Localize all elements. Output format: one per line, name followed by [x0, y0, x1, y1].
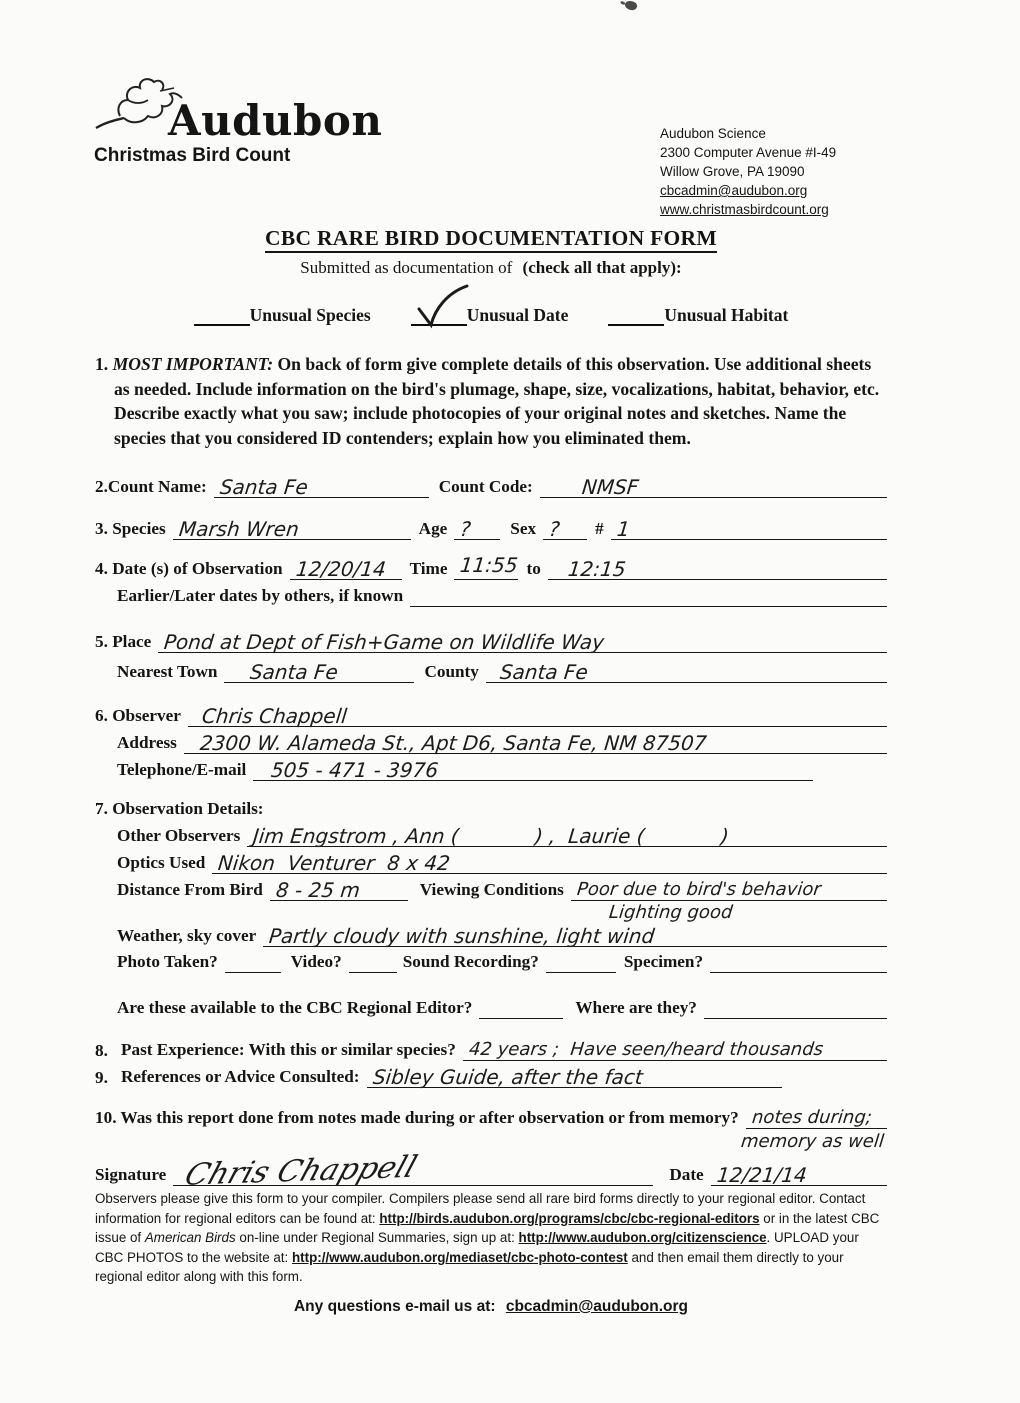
optics-used-label: Optics Used: [117, 853, 206, 873]
section5-row2: [95, 658, 887, 683]
form-title: CBC RARE BIRD DOCUMENTATION FORM: [95, 226, 887, 251]
org-city: Willow Grove, PA 19090: [660, 164, 805, 179]
earlier-dates-label: Earlier/Later dates by others, if known: [117, 586, 404, 606]
species-label: 3. Species: [95, 519, 166, 539]
section4-row2: [95, 582, 887, 607]
references-value: Sibley Guide, after the fact: [371, 1065, 644, 1090]
unusual-species-label: Unusual Species: [249, 305, 371, 325]
section8-row: [95, 1036, 887, 1061]
place-field: [158, 628, 887, 653]
logo-subtitle: Christmas Bird Count: [94, 145, 291, 166]
count-code-field: [540, 473, 887, 498]
where-are-they-label: Where are they?: [575, 998, 697, 1018]
phone-email-field: [253, 756, 813, 781]
signature-label: Signature: [95, 1165, 167, 1185]
age-label: Age: [418, 519, 448, 539]
species-value: Marsh Wren: [177, 517, 300, 542]
optics-used-field: [212, 849, 887, 874]
observer-value: Chris Chappell: [200, 704, 349, 729]
time-to-field: [548, 555, 887, 580]
section3-row: [95, 515, 887, 540]
regional-editors-link: http://birds.audubon.org/programs/cbc/cbc-regional-editors: [379, 1210, 760, 1226]
section9-row: [95, 1063, 887, 1088]
org-street: 2300 Computer Avenue #I-49: [660, 145, 837, 160]
obs-date-label: 4. Date (s) of Observation: [95, 559, 283, 579]
obs-date-value: 12/20/14: [294, 557, 387, 582]
questions-line: [95, 1298, 887, 1316]
observer-field: [188, 702, 887, 727]
weather-field: [263, 922, 887, 947]
weather-label: Weather, sky cover: [117, 926, 257, 946]
section1-number: 1.: [95, 354, 109, 374]
section6-row2: [95, 729, 887, 754]
unusual-species-blank: [194, 306, 250, 326]
check-options-row: [95, 305, 887, 326]
audubon-logo-block: [90, 76, 420, 167]
section10-overflow: [95, 1131, 887, 1152]
time-label: Time: [409, 559, 448, 579]
weather-row: [95, 902, 887, 949]
lighting-note-value: Lighting good: [608, 902, 734, 924]
individual-count-value: 1: [615, 517, 631, 542]
fineprint-text-2a: or in the latest CBC issue of: [95, 1210, 880, 1246]
viewing-conditions-value: Poor due to bird's behavior: [575, 879, 822, 901]
org-website: www.christmasbirdcount.org: [660, 202, 829, 217]
county-label: County: [424, 662, 479, 682]
past-experience-label: Past Experience: With this or similar species?: [121, 1040, 456, 1060]
optics-used-value: Nikon Venturer 8 x 42: [217, 851, 452, 876]
video-field: [349, 948, 397, 973]
fineprint-text-4: and then email them directly to your regional editor along with this form.: [95, 1249, 844, 1285]
weather-value: Partly cloudy with sunshine, light wind: [268, 924, 656, 949]
sex-label: Sex: [510, 519, 537, 539]
other-observers-label: Other Observers: [117, 826, 241, 846]
signature-date-label: Date: [669, 1165, 704, 1185]
count-name-label: 2.Count Name:: [95, 477, 207, 497]
unusual-habitat-blank: [608, 306, 664, 326]
specimen-field: [710, 948, 887, 973]
media-row: [95, 948, 887, 973]
age-field: [454, 515, 500, 540]
section1-instructions: [95, 352, 887, 450]
sex-field: [543, 515, 587, 540]
distance-value: 8 - 25 m: [274, 878, 362, 903]
nearest-town-label: Nearest Town: [117, 662, 218, 682]
phone-email-label: Telephone/E-mail: [117, 760, 247, 780]
past-experience-field: [463, 1036, 887, 1061]
time-value: 11:55: [459, 553, 520, 578]
signature-value: Chris Chappell: [180, 1150, 422, 1194]
individual-count-field: [611, 515, 887, 540]
subtitle-bold: (check all that apply):: [522, 258, 682, 277]
distance-field: [270, 876, 408, 901]
signature-date-value: 12/21/14: [715, 1163, 808, 1188]
questions-label: Any questions e-mail us at:: [293, 1297, 496, 1315]
unusual-date-label: Unusual Date: [466, 305, 569, 325]
optics-row: [95, 849, 887, 874]
distance-label: Distance From Bird: [117, 880, 263, 900]
check-unusual-date: [411, 305, 569, 326]
check-unusual-species: [194, 305, 371, 326]
count-code-label: Count Code:: [438, 477, 533, 497]
references-field: [367, 1063, 782, 1088]
available-to-editor-field: [479, 994, 563, 1019]
org-email: cbcadmin@audubon.org: [660, 183, 808, 198]
specimen-label: Specimen?: [623, 952, 704, 972]
sound-recording-label: Sound Recording?: [402, 952, 539, 972]
signature-field: [173, 1150, 653, 1194]
section6-row1: [95, 702, 887, 727]
org-name: Audubon Science: [660, 126, 766, 141]
citizenscience-link: http://www.audubon.org/citizenscience: [518, 1230, 767, 1246]
nearest-town-field: [224, 658, 414, 683]
sound-recording-field: [546, 948, 616, 973]
earlier-dates-field: [410, 582, 887, 607]
count-name-field: [214, 473, 429, 498]
section6-row3: [95, 756, 887, 781]
notes-or-memory-field: [746, 1104, 887, 1129]
section5-row1: [95, 628, 887, 653]
fineprint-text-3: . UPLOAD your CBC PHOTOS to the website at:: [95, 1230, 859, 1265]
video-label: Video?: [290, 952, 342, 972]
notes-or-memory-value-line1: notes during;: [750, 1107, 873, 1129]
notes-or-memory-label: 10. Was this report done from notes made during or after observation or from memory?: [95, 1108, 739, 1128]
county-value: Santa Fe: [498, 660, 590, 685]
form-body: [95, 226, 887, 1316]
ink-smudge: [624, 0, 639, 12]
time-field: [454, 555, 518, 580]
section7-heading-row: [95, 798, 887, 820]
time-to-value: 12:15: [566, 557, 627, 582]
other-observers-row: [95, 822, 887, 847]
address-value: 2300 W. Alameda St., Apt D6, Santa Fe, NM 87507: [198, 731, 708, 756]
viewing-conditions-label: Viewing Conditions: [419, 880, 564, 900]
compiler-instructions: [95, 1189, 887, 1287]
section10-row: [95, 1104, 887, 1129]
fineprint-text-2b: on-line under Regional Summaries, sign up at:: [235, 1230, 519, 1246]
phone-email-value: 505 - 471 - 3976: [270, 758, 440, 783]
section8-number: 8.: [95, 1041, 108, 1061]
observation-details-heading: 7. Observation Details:: [95, 799, 264, 819]
sex-value: ?: [547, 517, 562, 542]
time-to-label: to: [526, 559, 541, 579]
section1-text: On back of form give complete details of this observation. Use additional sheets as needed. Include information on the bird's plumage, shape, size, vocalizations, habitat, behavior, etc. Describe exactly what you saw; include photocopies of your original notes and sketches. Name the species that you considered ID contenders; explain how you eliminated them.: [114, 354, 880, 448]
section1-lead: MOST IMPORTANT:: [112, 354, 274, 374]
count-name-value: Santa Fe: [218, 475, 309, 500]
distance-row: [95, 876, 887, 901]
other-observers-field: [247, 822, 887, 847]
count-code-value: NMSF: [580, 475, 640, 500]
notes-or-memory-value-line2: memory as well: [740, 1131, 886, 1153]
questions-email: cbcadmin@audubon.org: [505, 1297, 689, 1315]
section9-number: 9.: [95, 1068, 108, 1088]
org-address-block: [660, 124, 836, 219]
photo-contest-link: http://www.audubon.org/mediaset/cbc-photo-contest: [291, 1249, 628, 1265]
county-field: [486, 658, 887, 683]
references-label: References or Advice Consulted:: [121, 1067, 360, 1087]
handwritten-checkmark-icon: [411, 283, 477, 329]
address-field: [184, 729, 887, 754]
obs-date-field: [290, 555, 402, 580]
viewing-conditions-field: [571, 876, 887, 901]
subtitle-plain: Submitted as documentation of: [300, 258, 513, 277]
fineprint-text-1: Observers please give this form to your compiler. Compilers please send all rare bird forms directly to your regional editor. Contact information for regional editors can be found at:: [95, 1191, 866, 1226]
available-to-editor-label: Are these available to the CBC Regional Editor?: [117, 998, 473, 1018]
signature-date-field: [711, 1161, 887, 1186]
observer-label: 6. Observer: [95, 706, 181, 726]
past-experience-value: 42 years ; Have seen/heard thousands: [467, 1039, 825, 1061]
american-birds-title: American Birds: [144, 1230, 236, 1246]
other-observers-value: Jim Engstrom , Ann ( ) , Laurie ( ): [252, 824, 731, 849]
nearest-town-value: Santa Fe: [249, 660, 340, 685]
unusual-habitat-label: Unusual Habitat: [664, 305, 789, 325]
address-label: Address: [117, 733, 177, 753]
where-are-they-field: [704, 994, 887, 1019]
check-unusual-habitat: [608, 305, 788, 326]
unusual-date-blank: [411, 306, 467, 326]
place-label: 5. Place: [95, 632, 152, 652]
signature-row: [95, 1150, 887, 1194]
individual-count-label: #: [595, 519, 604, 539]
section4-row1: [95, 555, 887, 580]
logo-wordmark: Audubon: [168, 96, 383, 145]
age-value: ?: [459, 517, 473, 542]
place-value: Pond at Dept of Fish+Game on Wildlife Way: [163, 630, 606, 655]
availability-row: [95, 994, 887, 1019]
photo-taken-label: Photo Taken?: [117, 952, 218, 972]
species-field: [173, 515, 411, 540]
section2-row: [95, 473, 887, 498]
form-subtitle: [95, 258, 887, 278]
photo-taken-field: [225, 948, 281, 973]
